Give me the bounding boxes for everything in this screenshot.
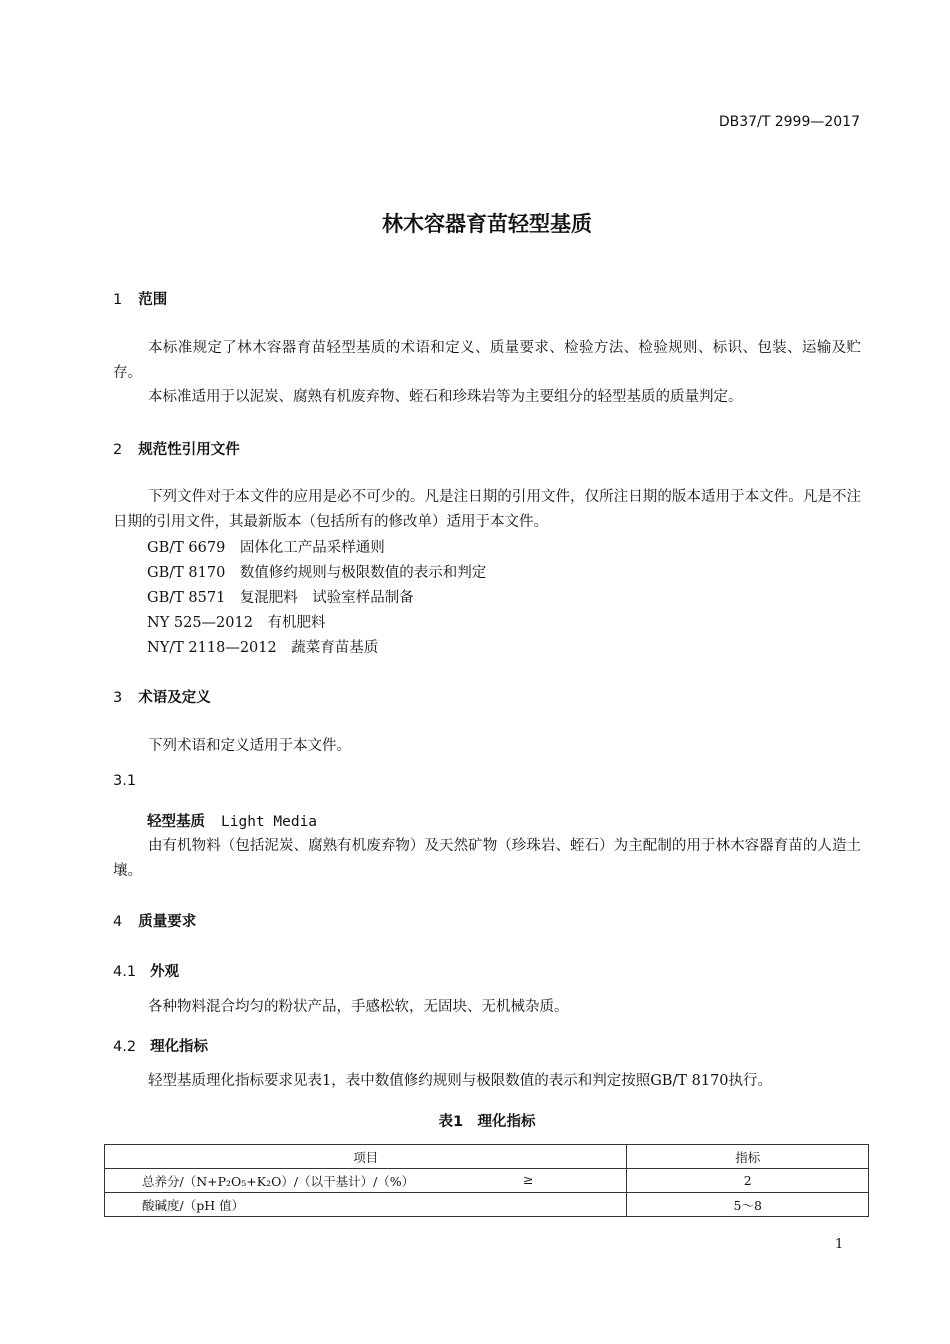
section-title: 范围 [138, 292, 168, 308]
table-cell-item [105, 1193, 627, 1217]
table-cell-item [105, 1169, 627, 1193]
reference-code: NY/T 2118—2012 [147, 640, 277, 656]
section-number: 2 [113, 442, 123, 458]
subsection-3-1-number: 3.1 [113, 773, 137, 789]
table-row [105, 1169, 869, 1193]
reference-code: NY 525—2012 [147, 615, 253, 631]
reference-item [147, 536, 385, 557]
reference-name: 数值修约规则与极限数值的表示和判定 [239, 565, 487, 581]
section-1-paragraph-2: 本标准适用于以泥炭、腐熟有机废弃物、蛭石和珍珠岩等为主要组分的轻型基质的质量判定。 [148, 389, 743, 405]
subsection-title: 理化指标 [150, 1039, 209, 1055]
table-caption: 表1 理化指标 [438, 1114, 536, 1130]
section-number: 3 [113, 690, 123, 706]
table-row [105, 1193, 869, 1217]
reference-item [147, 586, 414, 607]
reference-code: GB/T 8170 [147, 565, 226, 581]
reference-code: GB/T 6679 [147, 540, 226, 556]
reference-name: 复混肥料 试验室样品制备 [239, 590, 414, 606]
item-text: 总养分/（N+P₂O₅+K₂O）/（以干基计）/（%） [142, 1173, 415, 1189]
reference-code: GB/T 8571 [147, 590, 226, 606]
section-4-heading [113, 910, 196, 931]
term-chinese: 轻型基质 [147, 814, 205, 830]
reference-name: 有机肥料 [267, 615, 326, 631]
section-number: 1 [113, 292, 123, 308]
section-title: 质量要求 [138, 914, 197, 930]
column-header-item: 项目 [105, 1145, 627, 1169]
physicochemical-table [104, 1144, 869, 1217]
page-number: 1 [835, 1237, 844, 1252]
term-entry [147, 810, 317, 831]
subsection-4-1-heading [113, 960, 179, 981]
subsection-4-2-paragraph: 轻型基质理化指标要求见表1，表中数值修约规则与极限数值的表示和判定按照GB/T 8170执行。 [148, 1073, 773, 1089]
column-header-index: 指标 [627, 1145, 869, 1169]
reference-name: 固体化工产品采样通则 [239, 540, 385, 556]
section-3-paragraph-1: 下列术语和定义适用于本文件。 [148, 738, 351, 754]
reference-item [147, 561, 486, 582]
term-definition: 由有机物料（包括泥炭、腐熟有机废弃物）及天然矿物（珍珠岩、蛭石）为主配制的用于林木容器育苗的人造土壤。 [113, 838, 861, 879]
section-3-heading [113, 686, 211, 707]
section-title: 术语及定义 [138, 690, 211, 706]
subsection-4-2-heading [113, 1035, 208, 1056]
section-title: 规范性引用文件 [138, 442, 240, 458]
document-code: DB37/T 2999—2017 [718, 114, 860, 130]
subsection-number: 4.1 [113, 964, 137, 980]
subsection-title: 外观 [150, 964, 180, 980]
table-cell-value: 2 [627, 1169, 869, 1193]
reference-item [147, 611, 325, 632]
reference-item [147, 636, 378, 657]
comparison-operator: ≥ [523, 1172, 534, 1187]
reference-name: 蔬菜育苗基质 [291, 640, 379, 656]
subsection-number: 4.2 [113, 1039, 137, 1055]
section-2-heading [113, 438, 240, 459]
section-1-heading [113, 288, 167, 309]
section-1-paragraph-1: 本标准规定了林木容器育苗轻型基质的术语和定义、质量要求、检验方法、检验规则、标识、包装、运输及贮存。 [113, 340, 861, 381]
item-text: 酸碱度/（pH 值） [142, 1197, 245, 1213]
page-title: 林木容器育苗轻型基质 [382, 212, 592, 236]
section-2-paragraph-1: 下列文件对于本文件的应用是必不可少的。凡是注日期的引用文件，仅所注日期的版本适用于本文件。凡是不注日期的引用文件，其最新版本（包括所有的修改单）适用于本文件。 [113, 489, 861, 530]
section-number: 4 [113, 914, 123, 930]
subsection-4-1-paragraph: 各种物料混合均匀的粉状产品，手感松软，无固块、无机械杂质。 [148, 999, 569, 1015]
table-cell-value: 5～8 [627, 1193, 869, 1217]
table-header-row [105, 1145, 869, 1169]
term-english: Light Media [221, 814, 318, 830]
